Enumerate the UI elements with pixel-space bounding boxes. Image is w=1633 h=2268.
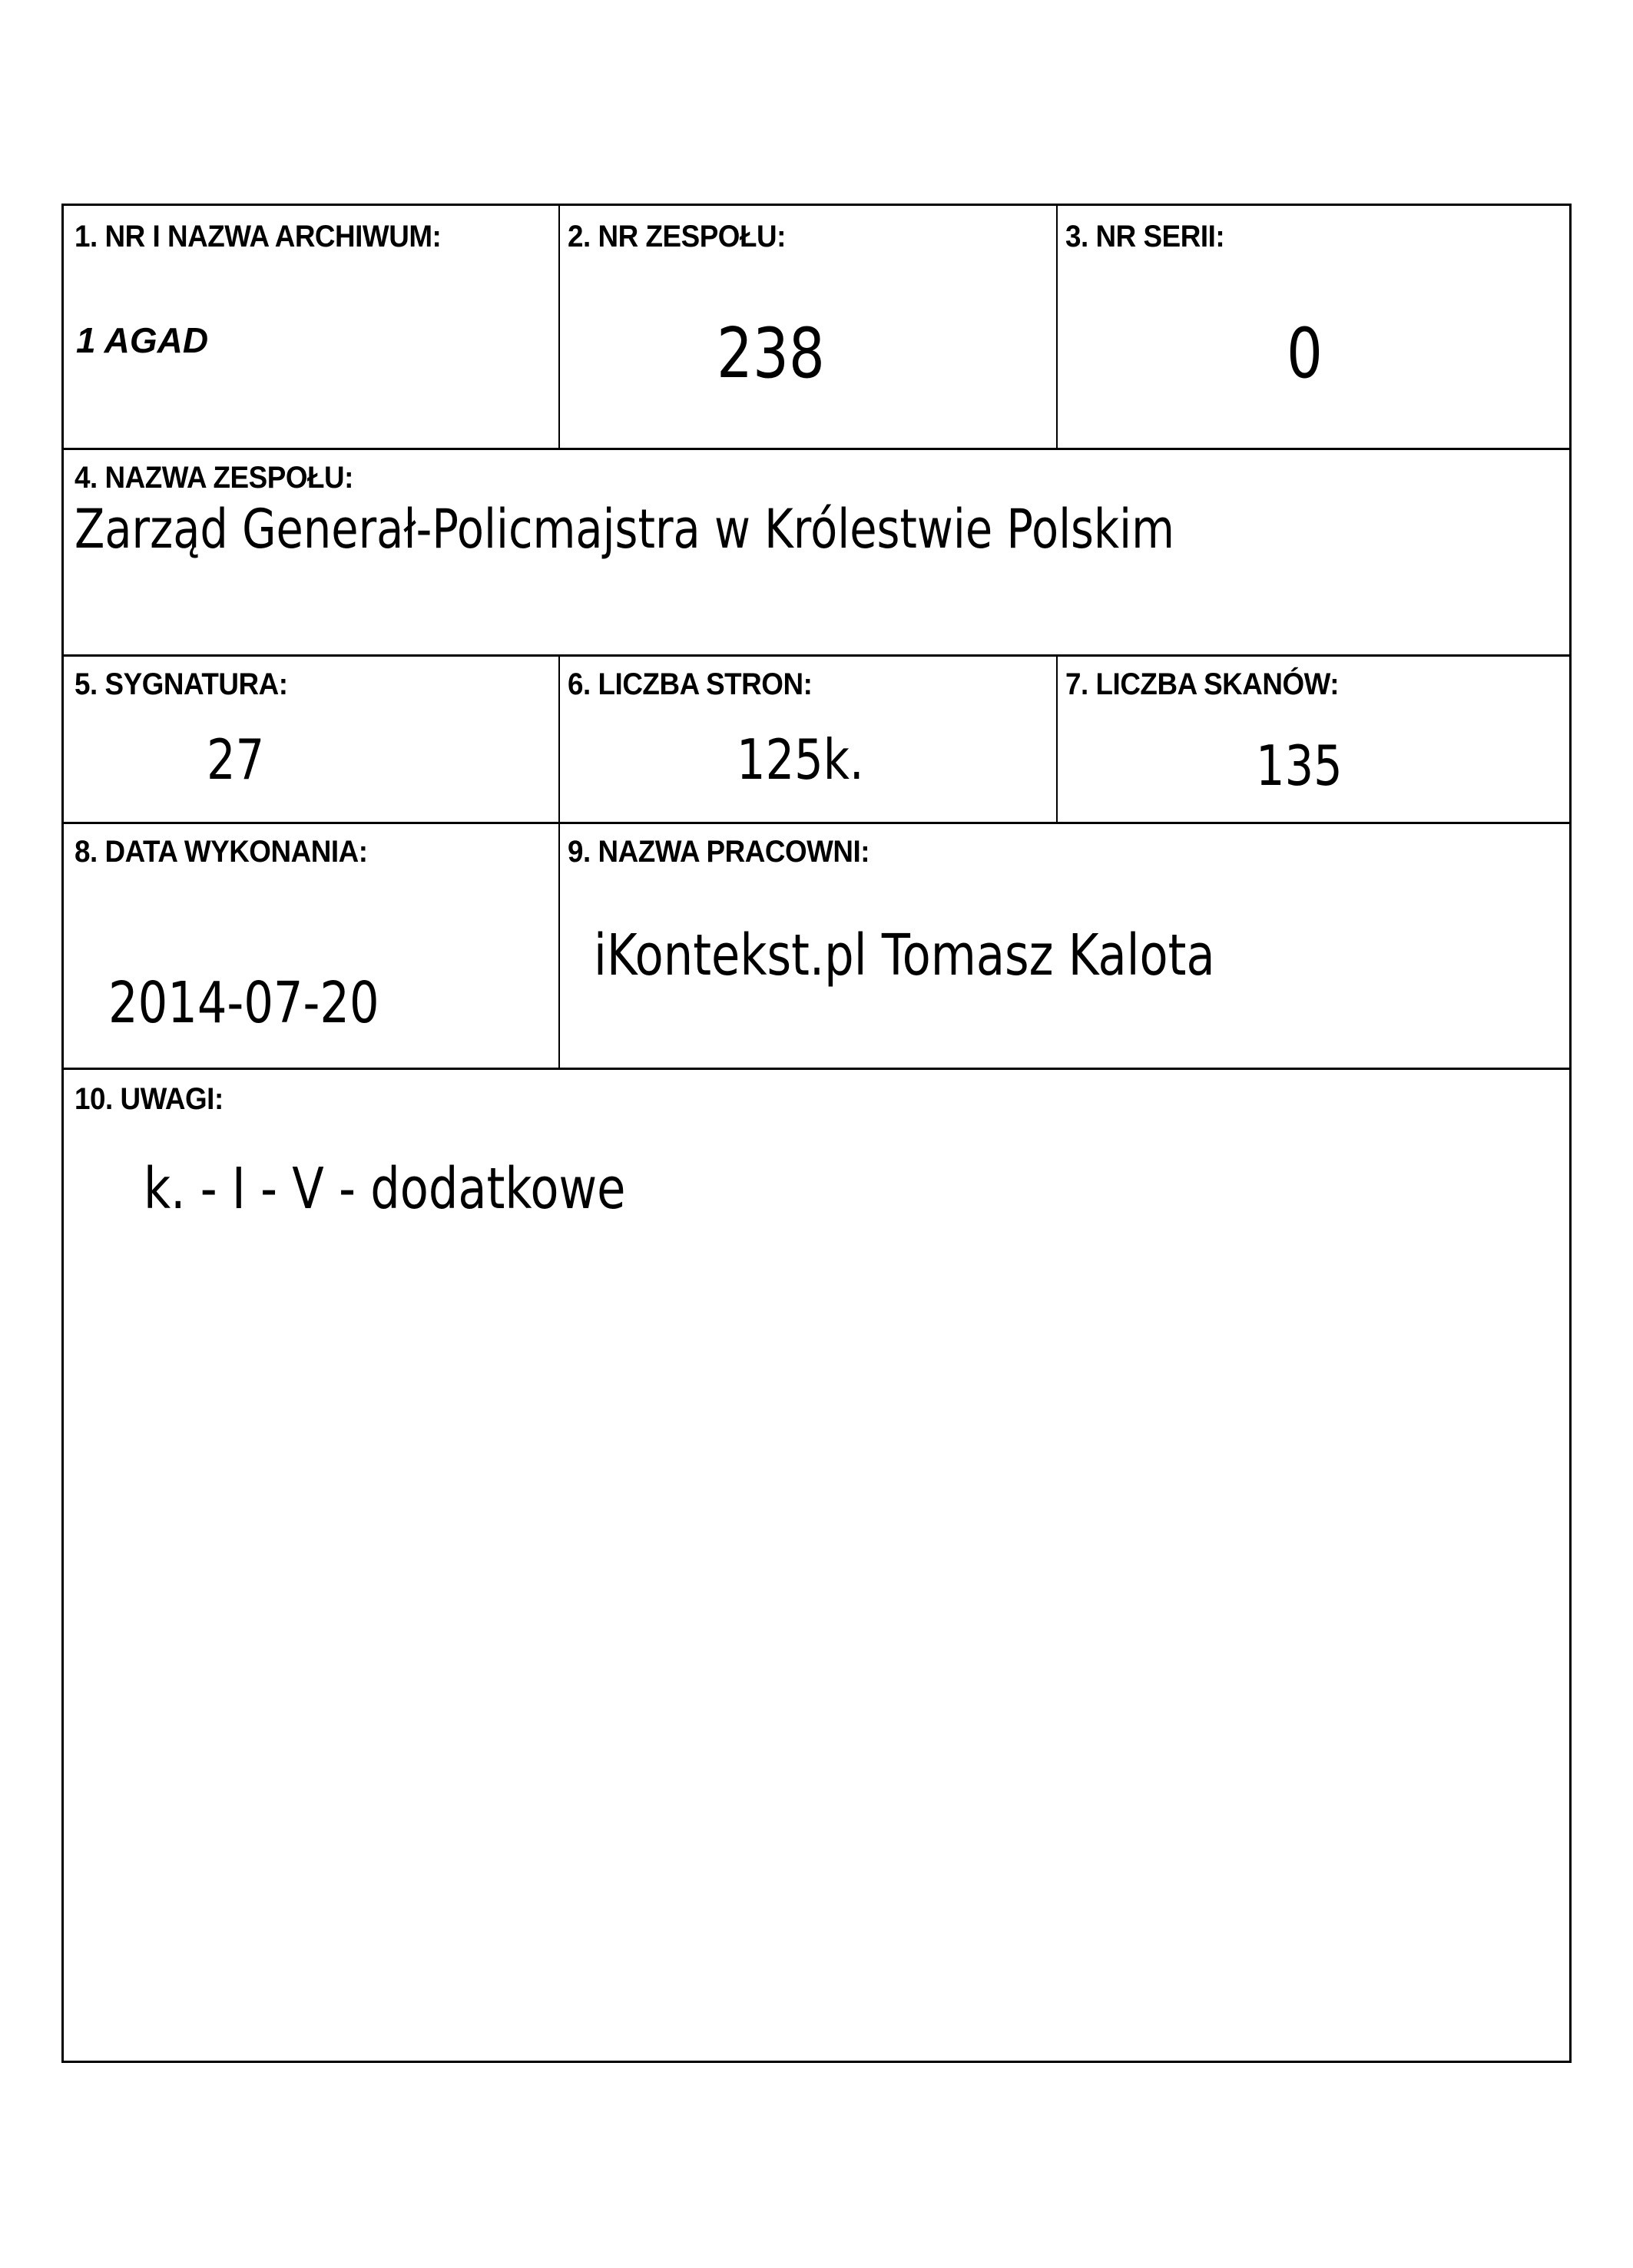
field-label: 3. NR SERII:	[1065, 220, 1225, 253]
field-label: 6. LICZBA STRON:	[568, 667, 813, 701]
field-label: 2. NR ZESPOŁU:	[568, 220, 786, 253]
field-label: 9. NAZWA PRACOWNI:	[568, 835, 870, 869]
field-scans	[1058, 657, 1569, 822]
field-label: 1. NR I NAZWA ARCHIWUM:	[75, 220, 442, 253]
field-value: 2014-07-20	[108, 970, 379, 1036]
field-studio	[560, 824, 1569, 1068]
field-label: 4. NAZWA ZESPOŁU:	[75, 461, 353, 495]
archival-metadata-form	[61, 204, 1572, 2063]
field-value: k. - I - V - dodatkowe	[144, 1156, 626, 1222]
field-pages	[560, 657, 1056, 822]
field-remarks	[64, 1070, 1569, 2061]
field-value: 1 AGAD	[76, 320, 209, 360]
field-value: Zarząd Generał-Policmajstra w Królestwie Polskim	[75, 498, 1175, 561]
field-value: 135	[1256, 733, 1343, 798]
field-value: 0	[1287, 313, 1323, 394]
field-fonds-no	[560, 206, 1056, 448]
field-value: 238	[717, 313, 825, 394]
field-signature	[64, 657, 558, 822]
field-label: 8. DATA WYKONANIA:	[75, 835, 368, 869]
field-series-no	[1058, 206, 1569, 448]
field-fonds-name	[64, 450, 1569, 654]
field-label: 5. SYGNATURA:	[75, 667, 288, 701]
field-label: 7. LICZBA SKANÓW:	[1065, 667, 1340, 701]
field-archive	[64, 206, 558, 448]
field-label: 10. UWAGI:	[75, 1082, 224, 1116]
field-date	[64, 824, 558, 1068]
field-value: iKontekst.pl Tomasz Kalota	[594, 922, 1215, 988]
field-value: 27	[207, 727, 265, 792]
field-value: 125k.	[737, 727, 864, 792]
